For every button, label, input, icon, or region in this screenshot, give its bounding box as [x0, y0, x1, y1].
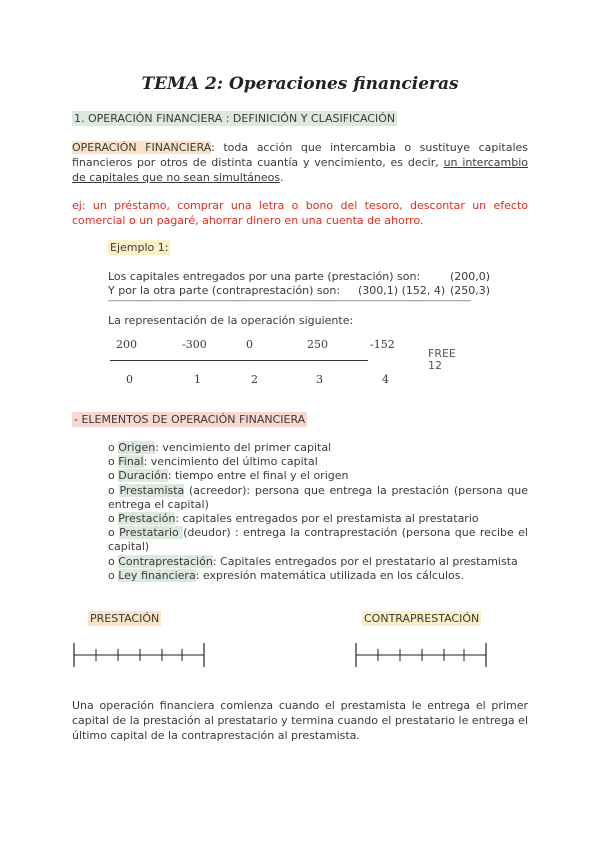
bullet: o: [108, 568, 119, 582]
prestacion-timeline-diagram: [70, 640, 210, 670]
timeline-period: 0: [126, 373, 133, 386]
watermark-line2: 12: [428, 359, 442, 372]
list-item: [108, 484, 528, 512]
bullet: o: [108, 512, 119, 526]
capitals-values-contraprestacion: (300,1) (152, 4): [358, 284, 446, 297]
bullet: o: [108, 554, 119, 568]
bullet: o: [108, 469, 119, 483]
list-item-text: : Capitales entregados por el prestatario al prestamista: [212, 554, 518, 568]
elements-list: [108, 441, 528, 583]
list-item-text: : vencimiento del primer capital: [155, 441, 332, 454]
definition-end: .: [280, 171, 284, 184]
definition-paragraph: [72, 140, 528, 185]
definition-underlined: un intercambio de capitales que no sean simultáneos: [72, 156, 528, 184]
list-item: [108, 569, 528, 583]
bullet: o: [108, 441, 119, 454]
section-heading-elements: - ELEMENTOS DE OPERACIÓN FINANCIERA: [74, 413, 306, 426]
list-item: [108, 526, 528, 554]
list-item-term: Ley financiera: [118, 568, 196, 582]
timeline-amount: -300: [182, 338, 207, 351]
page-title: TEMA 2: Operaciones financieras: [141, 74, 459, 94]
prestacion-label: PRESTACIÓN: [90, 612, 160, 625]
list-item: [108, 441, 528, 455]
list-item-term: Prestatario: [119, 526, 184, 540]
timeline-amount: 0: [246, 338, 253, 351]
example-label: Ejemplo 1:: [110, 241, 169, 254]
representation-caption: La representación de la operación siguiente:: [108, 314, 354, 327]
timeline-amount: 250: [307, 338, 328, 351]
timeline-period: 1: [194, 373, 201, 386]
list-item-term: Prestamista: [119, 483, 185, 497]
capitals-line-contraprestacion: Y por la otra parte (contraprestación) son:: [108, 284, 341, 297]
watermark-line1: FREE: [428, 347, 456, 360]
list-item-text: : vencimiento del último capital: [143, 455, 318, 469]
bullet: o: [108, 455, 119, 469]
list-item-text: : tiempo entre el final y el origen: [167, 469, 349, 483]
timeline-period: 4: [382, 373, 389, 386]
capitals-line-prestacion: Los capitales entregados por una parte (prestación) son:: [108, 270, 421, 283]
timeline-period: 3: [316, 373, 323, 386]
capitals-values-prestacion: (200,0) (250,3): [450, 270, 491, 297]
list-item-text: : capitales entregados por el prestamista al prestatario: [175, 512, 479, 526]
list-item: [108, 555, 528, 569]
list-item: [108, 512, 528, 526]
bullet: o: [108, 483, 120, 497]
list-item-term: Contraprestación: [118, 554, 213, 568]
timeline-line: [110, 360, 368, 361]
list-item: [108, 455, 528, 469]
timeline-period: 2: [251, 373, 258, 386]
dashed-separator: ------------------------------------------------------------------------------------------------------------------------------------: [108, 296, 471, 306]
list-item-text: (deudor) : entrega la contraprestación (persona que recibe el capital): [108, 526, 528, 554]
contraprestacion-timeline-diagram: [352, 640, 492, 670]
list-item-term: Final: [118, 455, 144, 469]
closing-paragraph: Una operación financiera comienza cuando el prestamista le entrega el primer capital de la prestación al prestatario y termina cuando el prestatario le entrega el último capital de la contraprestación al prestamista.: [72, 699, 528, 742]
capitals-block: [108, 270, 528, 298]
contraprestacion-label: CONTRAPRESTACIÓN: [364, 612, 480, 625]
list-item: [108, 469, 528, 483]
list-item-term: Prestación: [118, 512, 176, 526]
list-item-text: (acreedor): persona que entrega la prestación (persona que entrega el capital): [108, 483, 528, 511]
timeline-amount: -152: [370, 338, 395, 351]
list-item-term: Duración: [118, 469, 168, 483]
bullet: o: [108, 526, 120, 540]
definition-text: : toda acción que intercambia o sustituye capitales financieros por otros de distinta cuantía y vencimiento, es decir,: [72, 141, 528, 169]
example-paragraph: ej: un préstamo, comprar una letra o bono del tesoro, descontar un efecto comercial o un pagaré, ahorrar dinero en una cuenta de ahorro.: [72, 199, 528, 227]
section-heading-definition: 1. OPERACIÓN FINANCIERA : DEFINICIÓN Y CLASIFICACIÓN: [74, 112, 396, 125]
list-item-text: : expresión matemática utilizada en los cálculos.: [195, 568, 464, 582]
timeline-amount: 200: [116, 338, 137, 351]
list-item-term: Origen: [118, 441, 156, 454]
watermark: [428, 348, 456, 372]
definition-term: OPERACIÓN FINANCIERA: [72, 141, 212, 154]
